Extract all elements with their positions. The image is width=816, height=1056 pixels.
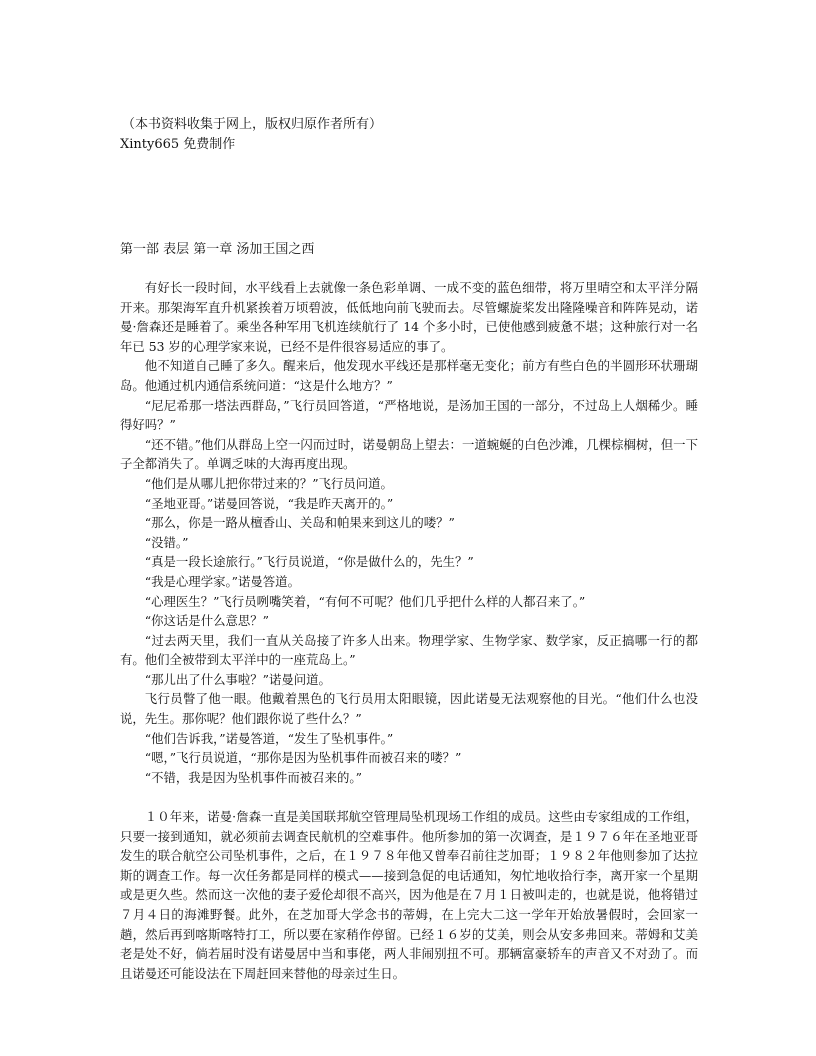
- paragraph: “真是一段长途旅行。”飞行员说道，“你是做什么的，先生？”: [144, 554, 474, 570]
- paragraph: “过去两天里，我们一直从关岛接了许多人出来。物理学家、生物学家、数学家，反正搞哪一行的都有。他们全被带到太平洋中的一座荒岛上。”: [120, 632, 698, 668]
- paragraph: １０年来，诺曼·詹森一直是美国联邦航空管理局坠机现场工作组的成员。这些由专家组成的工作组，只要一接到通知，就必须前去调查民航机的空难事件。他所参加的第一次调查，是１９７６年在圣地亚哥发生的联合航空公司坠机事件，之后，在１９７８年他又曾奉召前往芝加哥；１９８２年他则参加了达拉斯的调查工作。每一次任务都是同样的模式——接到急促的电话通知，匆忙地收拾行李，离开家一个星期或是更久些。然而这一次他的妻子爱伦却很不高兴，因为他是在７月１日被叫走的，也就是说，他将错过７月４日的海滩野餐。此外，在芝加哥大学念书的蒂姆，在上完大二这一学年开始放暑假时，会回家一趟，然后再到喀斯喀特打工，所以要在家稍作停留。已经１６岁的艾美，则会从安多弗回来。蒂姆和艾美老是处不好，倘若届时没有诺曼居中当和事佬，两人非闹别扭不可。那辆富豪轿车的声音又不对劲了。而且诺曼还可能设法在下周赶回来替他的母亲过生日。: [120, 809, 698, 981]
- paragraph: “你这话是什么意思？”: [144, 613, 269, 629]
- paragraph: 飞行员瞥了他一眼。他戴着黑色的飞行员用太阳眼镜，因此诺曼无法观察他的目光。“他们什么也没说，先生。那你呢？他们跟你说了些什么？”: [120, 691, 698, 727]
- paragraph: 有好长一段时间，水平线看上去就像一条色彩单调、一成不变的蓝色细带，将万里晴空和太平洋分隔开来。那架海军直升机紧挨着万顷碧波，低低地向前飞驶而去。尽管螺旋桨发出隆隆噪音和阵阵晃动，诺曼·詹森还是睡着了。乘坐各种军用飞机连续航行了 14 个多小时，已使他感到疲惫不堪；这种旅行对一名年已 53 岁的心理学家来说，已经不是件很容易适应的事了。: [120, 280, 698, 354]
- paragraph: “不错，我是因为坠机事件而被召来的。”: [144, 769, 362, 785]
- paragraph: “嗯，”飞行员说道，“那你是因为坠机事件而被召来的喽？”: [144, 750, 462, 766]
- paragraph: “那么，你是一路从檀香山、关岛和帕果来到这儿的喽？”: [144, 515, 455, 531]
- paragraph: “我是心理学家。”诺曼答道。: [144, 573, 300, 589]
- paragraph: “他们告诉我，”诺曼答道，“发生了坠机事件。”: [144, 730, 394, 746]
- paragraph: “他们是从哪儿把你带过来的？”飞行员问道。: [144, 475, 393, 491]
- paragraph: “心理医生？”飞行员咧嘴笑着，“有何不可呢？他们几乎把什么样的人都召来了。”: [144, 593, 586, 609]
- document-header: [120, 115, 698, 155]
- copyright-notice: （本书资料收集于网上，版权归原作者所有）: [122, 117, 383, 132]
- paragraph: “没错。”: [144, 534, 189, 550]
- paragraph: “圣地亚哥。”诺曼回答说，“我是昨天离开的。”: [144, 495, 394, 511]
- paragraph: “尼尼希那一塔法西群岛，”飞行员回答道，“严格地说，是汤加王国的一部分，不过岛上人烟稀少。睡得好吗？”: [120, 397, 698, 433]
- chapter-title: 第一部 表层 第一章 汤加王国之西: [120, 242, 315, 257]
- paragraph: 他不知道自己睡了多久。醒来后，他发现水平线还是那样毫无变化；前方有些白色的半圆形环状珊瑚岛。他通过机内通信系统问道：“这是什么地方？”: [120, 358, 698, 393]
- producer-credit: Xinty665 免费制作: [120, 137, 236, 152]
- paragraph: “还不错。”他们从群岛上空一闪而过时，诺曼朝岛上望去：一道蜿蜒的白色沙滩，几棵棕榈树，但一下子全都消失了。单调乏味的大海再度出现。: [120, 436, 698, 472]
- paragraph: “那儿出了什么事啦？”诺曼问道。: [144, 671, 331, 687]
- chapter-body: [120, 278, 698, 983]
